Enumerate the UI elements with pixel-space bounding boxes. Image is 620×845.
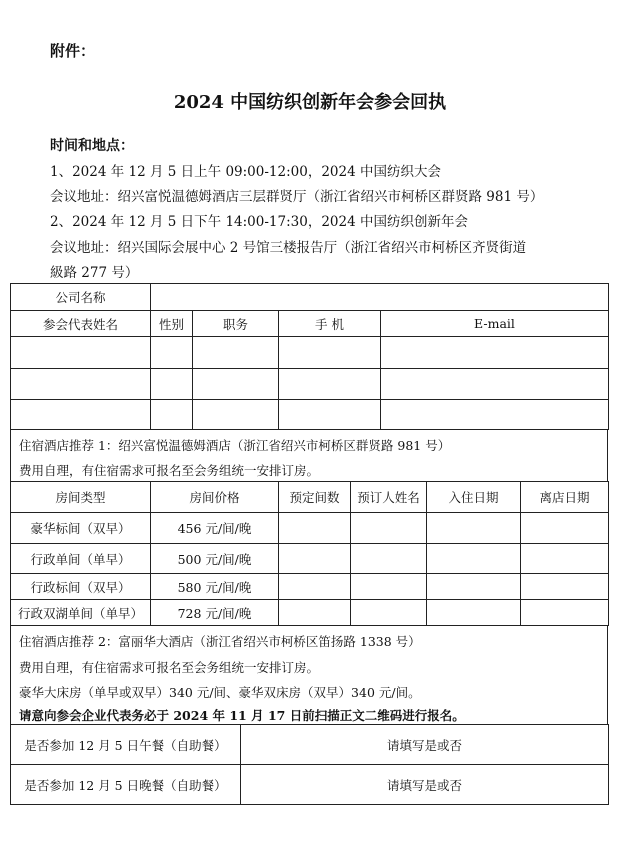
checkout-date-field[interactable] [521,574,609,600]
room-type: 行政单间（单早） [11,544,151,574]
rep-header-gender: 性别 [151,311,193,337]
room-header-row [11,482,609,513]
room-header-count: 预定间数 [279,482,351,513]
rep-header-row [11,311,609,337]
room-type: 豪华标间（双早） [11,513,151,544]
time-place-heading: 时间和地点： [50,138,134,154]
rep-email-field[interactable] [381,369,609,400]
rep-gender-field[interactable] [151,337,193,369]
hotel-1-info [10,429,608,481]
room-header-type: 房间类型 [11,482,151,513]
page-title: 2024 中国纺织创新年会参会回执 [173,92,447,113]
room-type: 行政标间（双早） [11,574,151,600]
rep-header-email: E-mail [381,311,609,337]
meal-table [10,724,609,805]
room-count-field[interactable] [279,574,351,600]
booker-name-field[interactable] [351,574,427,600]
info-line-5: 級路 277 号） [50,265,139,281]
rep-name-field[interactable] [11,400,151,430]
rep-phone-field[interactable] [279,400,381,430]
rep-header-phone: 手 机 [279,311,381,337]
meal-row [11,725,609,765]
rep-name-field[interactable] [11,337,151,369]
room-count-field[interactable] [279,544,351,574]
info-line-3: 2、2024 年 12 月 5 日下午 14:00-17:30，2024 中国纺织创新年会 [50,214,468,230]
room-count-field[interactable] [279,513,351,544]
room-row [11,600,609,626]
room-type: 行政双湖单间（单早） [11,600,151,626]
rep-phone-field[interactable] [279,337,381,369]
info-line-1: 1、2024 年 12 月 5 日上午 09:00-12:00，2024 中国纺织大会 [50,164,441,180]
checkout-date-field[interactable] [521,600,609,626]
room-row [11,544,609,574]
rep-gender-field[interactable] [151,400,193,430]
hotel-2-line-1: 住宿酒店推荐 2：富丽华大酒店（浙江省绍兴市柯桥区笛扬路 1338 号） [19,634,421,649]
attachment-label: 附件： [50,42,96,60]
checkout-date-field[interactable] [521,544,609,574]
representative-table [10,283,609,430]
rep-position-field[interactable] [193,337,279,369]
rep-phone-field[interactable] [279,369,381,400]
lunch-answer-field[interactable]: 请填写是或否 [241,725,609,765]
lunch-question: 是否参加 12 月 5 日午餐（自助餐） [11,725,241,765]
rep-header-name: 参会代表姓名 [11,311,151,337]
meal-row [11,765,609,805]
room-price: 456 元/间/晚 [151,513,279,544]
hotel-2-line-3: 豪华大床房（单早或双早）340 元/间、豪华双床房（双早）340 元/间。 [19,685,421,700]
room-header-checkout: 离店日期 [521,482,609,513]
rep-email-field[interactable] [381,337,609,369]
company-name-field[interactable] [151,284,609,311]
booker-name-field[interactable] [351,513,427,544]
room-header-booker: 预订人姓名 [351,482,427,513]
room-row [11,513,609,544]
rep-row [11,400,609,430]
hotel-1-line-2: 费用自理，有住宿需求可报名至会务组统一安排订房。 [19,463,320,478]
rep-header-position: 职务 [193,311,279,337]
hotel-1-line-1: 住宿酒店推荐 1：绍兴富悦温德姆酒店（浙江省绍兴市柯桥区群贤路 981 号） [19,438,451,453]
checkin-date-field[interactable] [427,513,521,544]
rep-row [11,337,609,369]
info-line-2: 会议地址：绍兴富悦温德姆酒店三层群贤厅（浙江省绍兴市柯桥区群贤路 981 号） [50,189,544,205]
room-header-checkin: 入住日期 [427,482,521,513]
dinner-answer-field[interactable]: 请填写是或否 [241,765,609,805]
rep-row [11,369,609,400]
company-row [11,284,609,311]
room-header-price: 房间价格 [151,482,279,513]
checkin-date-field[interactable] [427,600,521,626]
room-price: 728 元/间/晚 [151,600,279,626]
checkin-date-field[interactable] [427,544,521,574]
room-price: 500 元/间/晚 [151,544,279,574]
checkout-date-field[interactable] [521,513,609,544]
info-line-4: 会议地址：绍兴国际会展中心 2 号馆三楼报告厅（浙江省绍兴市柯桥区齐贤街道 [50,240,527,256]
company-label: 公司名称 [11,284,151,311]
room-table [10,481,609,626]
hotel-2-info [10,625,608,724]
booker-name-field[interactable] [351,600,427,626]
rep-position-field[interactable] [193,369,279,400]
room-row [11,574,609,600]
rep-name-field[interactable] [11,369,151,400]
checkin-date-field[interactable] [427,574,521,600]
room-price: 580 元/间/晚 [151,574,279,600]
hotel-2-line-2: 费用自理，有住宿需求可报名至会务组统一安排订房。 [19,660,320,675]
booker-name-field[interactable] [351,544,427,574]
registration-notice: 请意向参会企业代表务必于 2024 年 11 月 17 日前扫描正文二维码进行报名。 [19,708,465,723]
rep-gender-field[interactable] [151,369,193,400]
rep-position-field[interactable] [193,400,279,430]
room-count-field[interactable] [279,600,351,626]
rep-email-field[interactable] [381,400,609,430]
dinner-question: 是否参加 12 月 5 日晚餐（自助餐） [11,765,241,805]
